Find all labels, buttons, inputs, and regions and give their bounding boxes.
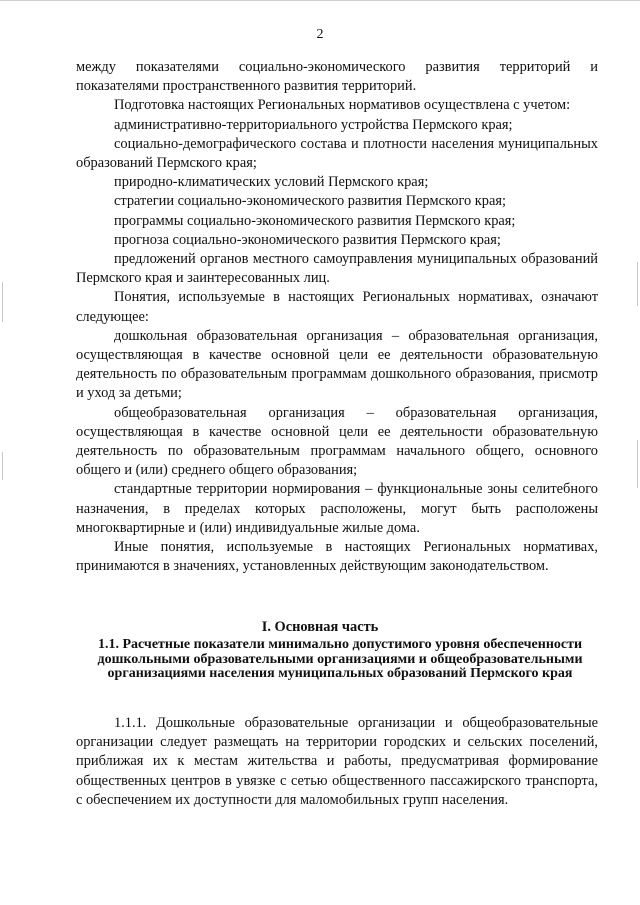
paragraph: Иные понятия, используемые в настоящих Региональных нормативах, принимаются в значениях, установленных действующим законодательством. bbox=[76, 539, 598, 575]
definition: общеобразовательная организация – образовательная организация, осуществляющая в качестве основной цели ее деятельности образовательную деятельность по образовательным программам начального общего, основного общего и (или) среднего общего образования; bbox=[76, 404, 598, 479]
paragraph: 1.1.1. Дошкольные образовательные организации и общеобразовательные организации следует размещать на территории городских и сельских поселений, приближая их к местам жительства и работы, предусматривая формирование общественных центров в увязке с сетью общественного пассажирского транспорта, с обеспечением их доступности для маломобильных групп населения. bbox=[76, 715, 598, 808]
list-item: административно-территориального устройства Пермского края; bbox=[114, 116, 513, 133]
list-item: программы социально-экономического развития Пермского края; bbox=[114, 212, 516, 229]
list-item: предложений органов местного самоуправления муниципальных образований Пермского края и заинтересованных лиц. bbox=[76, 251, 598, 287]
list-item: социально-демографического состава и плотности населения муниципальных образований Пермского края; bbox=[76, 135, 598, 172]
paragraph: между показателями социально-экономического развития территорий и показателями пространственного развития территорий. bbox=[76, 59, 598, 95]
scan-edge-mark bbox=[637, 440, 638, 488]
list-item: природно-климатических условий Пермского края; bbox=[114, 174, 429, 191]
list-item: стратегии социально-экономического развития Пермского края; bbox=[114, 193, 507, 210]
page-top-border bbox=[0, 0, 640, 1]
scan-edge-mark bbox=[637, 262, 638, 306]
definition: стандартные территории нормирования – функциональные зоны селитебного назначения, в пределах которых расположены, могут быть расположены многоквартирные и (или) индивидуальные жилые дома. bbox=[76, 481, 598, 536]
section-title: I. Основная часть bbox=[261, 619, 379, 635]
paragraph: Понятия, используемые в настоящих Региональных нормативах, означают следующее: bbox=[76, 289, 598, 325]
paragraph: Подготовка настоящих Региональных нормативов осуществлена с учетом: bbox=[114, 97, 571, 114]
subsection-body bbox=[76, 714, 598, 810]
scan-edge-mark bbox=[2, 452, 3, 480]
list-item: прогноза социально-экономического развития Пермского края; bbox=[114, 231, 501, 248]
subsection-title: 1.1. Расчетные показатели минимально допустимого уровня обеспеченности дошкольными образовательными организациями и общеобразовательными организациями населения муниципальных образований Пермского края bbox=[97, 637, 583, 682]
scan-edge-mark bbox=[2, 282, 3, 322]
body-text bbox=[76, 58, 598, 576]
page-number: 2 bbox=[316, 27, 324, 42]
definition: дошкольная образовательная организация – образовательная организация, осуществляющая в качестве основной цели ее деятельности образовательную деятельность по образовательным программам дошкольного образования, присмотр и уход за детьми; bbox=[76, 327, 598, 402]
